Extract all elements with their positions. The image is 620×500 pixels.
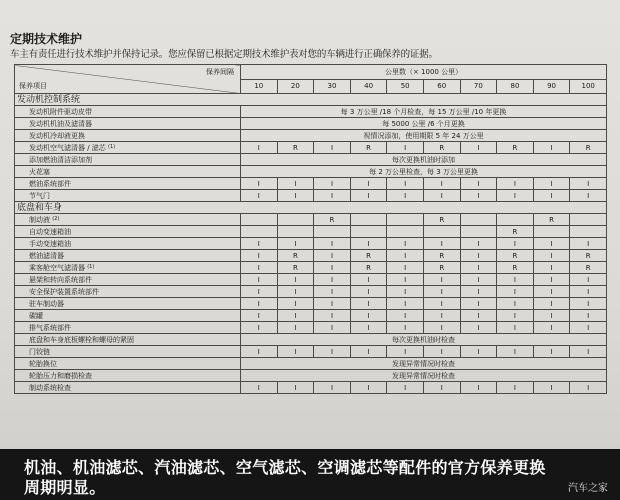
schedule-mark (570, 214, 607, 226)
item-name-cell (15, 106, 241, 118)
schedule-mark: I (497, 178, 534, 190)
schedule-mark (277, 226, 314, 238)
schedule-mark: R (423, 142, 460, 154)
interval-note: 每次更换机油时添加 (241, 154, 607, 166)
schedule-mark: I (314, 382, 351, 394)
item-label: 保养项目 (19, 82, 47, 90)
schedule-mark: R (497, 142, 534, 154)
schedule-mark: I (350, 346, 387, 358)
item-name-cell (15, 130, 241, 142)
item-name: 轮胎压力和磨损检查 (29, 371, 92, 380)
schedule-mark: I (497, 310, 534, 322)
schedule-mark: R (570, 250, 607, 262)
km-header-80: 80 (497, 79, 534, 94)
schedule-mark: I (277, 238, 314, 250)
item-name-cell (15, 322, 241, 334)
schedule-mark: I (241, 190, 278, 202)
item-name: 节气门 (29, 191, 50, 200)
schedule-mark: I (314, 250, 351, 262)
table-row (15, 190, 607, 202)
table-row (15, 286, 607, 298)
schedule-mark: I (387, 274, 424, 286)
schedule-mark (241, 226, 278, 238)
item-name-cell (15, 286, 241, 298)
item-name-cell (15, 358, 241, 370)
schedule-mark: I (241, 298, 278, 310)
schedule-mark: R (497, 262, 534, 274)
schedule-mark: I (423, 178, 460, 190)
schedule-mark (314, 226, 351, 238)
schedule-mark: I (277, 346, 314, 358)
schedule-mark: I (314, 142, 351, 154)
item-name: 门铰链 (29, 347, 50, 356)
km-header-70: 70 (460, 79, 497, 94)
schedule-mark (570, 226, 607, 238)
table-row (15, 298, 607, 310)
schedule-mark: I (241, 250, 278, 262)
schedule-mark: I (533, 298, 570, 310)
schedule-mark: I (277, 190, 314, 202)
schedule-mark: I (277, 178, 314, 190)
schedule-mark: I (314, 190, 351, 202)
schedule-mark: I (423, 310, 460, 322)
schedule-mark: I (314, 298, 351, 310)
item-name-cell (15, 166, 241, 178)
schedule-mark (460, 226, 497, 238)
caption-bar (0, 449, 620, 500)
schedule-mark: I (423, 322, 460, 334)
caption-line-1: 机油、机油滤芯、汽油滤芯、空气滤芯、空调滤芯等配件的官方保养更换 (24, 458, 546, 477)
schedule-mark: I (387, 322, 424, 334)
schedule-mark: I (460, 274, 497, 286)
schedule-mark: I (570, 190, 607, 202)
schedule-mark: I (350, 298, 387, 310)
schedule-mark: I (423, 346, 460, 358)
table-row (15, 370, 607, 382)
schedule-mark: I (387, 238, 424, 250)
schedule-mark: I (533, 250, 570, 262)
schedule-mark: I (460, 262, 497, 274)
item-name: 轮胎换位 (29, 359, 57, 368)
table-row (15, 178, 607, 190)
table-row (15, 142, 607, 154)
schedule-mark: I (350, 322, 387, 334)
schedule-mark: I (241, 238, 278, 250)
item-name-cell (15, 262, 241, 274)
schedule-mark: I (423, 382, 460, 394)
item-name: 添加燃油清洁添加剂 (29, 155, 92, 164)
schedule-mark: I (277, 274, 314, 286)
item-name-cell (15, 118, 241, 130)
item-name-cell (15, 370, 241, 382)
schedule-mark: R (350, 250, 387, 262)
page-title: 定期技术维护 (10, 32, 83, 46)
item-name-cell (15, 298, 241, 310)
schedule-mark: I (533, 346, 570, 358)
schedule-mark: I (533, 190, 570, 202)
header-diagonal-cell (15, 65, 241, 94)
item-name: 燃油系统部件 (29, 179, 71, 188)
table-row (15, 274, 607, 286)
schedule-mark: I (570, 322, 607, 334)
schedule-mark: I (460, 190, 497, 202)
table-row (15, 118, 607, 130)
schedule-mark: I (277, 382, 314, 394)
schedule-mark: I (277, 286, 314, 298)
schedule-mark (497, 214, 534, 226)
schedule-mark: I (460, 346, 497, 358)
schedule-mark (387, 226, 424, 238)
schedule-mark (350, 226, 387, 238)
interval-note: 视情况添加，使用期限 5 年 24 万公里 (241, 130, 607, 142)
item-name-cell (15, 310, 241, 322)
interval-note: 每 3 万公里 /18 个月检查，每 15 万公里 /10 年更换 (241, 106, 607, 118)
item-name-cell (15, 274, 241, 286)
schedule-mark: I (497, 382, 534, 394)
km-header-100: 100 (570, 79, 607, 94)
schedule-mark: I (497, 286, 534, 298)
schedule-mark (241, 214, 278, 226)
schedule-mark: I (350, 286, 387, 298)
schedule-mark: I (387, 190, 424, 202)
schedule-mark: I (533, 286, 570, 298)
schedule-mark: I (460, 238, 497, 250)
schedule-mark (533, 226, 570, 238)
schedule-mark: I (497, 190, 534, 202)
item-name-cell (15, 250, 241, 262)
schedule-mark: I (241, 178, 278, 190)
schedule-mark: I (533, 262, 570, 274)
maintenance-schedule-table (14, 64, 607, 394)
schedule-mark: I (314, 286, 351, 298)
schedule-mark: I (460, 298, 497, 310)
schedule-mark (460, 214, 497, 226)
interval-note: 每 5000 公里 /6 个月更换 (241, 118, 607, 130)
item-name-cell (15, 214, 241, 226)
table-row (15, 106, 607, 118)
schedule-mark: I (460, 142, 497, 154)
item-name: 乘客舱空气滤清器 (29, 263, 85, 272)
schedule-mark: I (387, 310, 424, 322)
item-name: 制动液 (29, 215, 50, 224)
schedule-mark: I (570, 346, 607, 358)
schedule-mark: R (423, 262, 460, 274)
interval-note: 每 2 万公里检查，每 3 万公里更换 (241, 166, 607, 178)
schedule-mark: I (570, 382, 607, 394)
schedule-mark: R (277, 250, 314, 262)
table-row (15, 130, 607, 142)
item-name-cell (15, 238, 241, 250)
schedule-mark: I (570, 274, 607, 286)
item-name-cell (15, 142, 241, 154)
schedule-mark: I (387, 178, 424, 190)
table-row (15, 262, 607, 274)
schedule-mark: I (277, 298, 314, 310)
schedule-mark: I (241, 142, 278, 154)
schedule-mark: I (314, 238, 351, 250)
schedule-mark: I (570, 286, 607, 298)
table-row (15, 334, 607, 346)
schedule-mark: R (350, 262, 387, 274)
item-name-cell (15, 154, 241, 166)
section-title: 发动机控制系统 (15, 94, 607, 106)
schedule-mark: I (241, 382, 278, 394)
table-row (15, 154, 607, 166)
schedule-mark: I (423, 286, 460, 298)
schedule-mark: I (533, 322, 570, 334)
schedule-mark: I (497, 274, 534, 286)
schedule-mark: I (570, 238, 607, 250)
schedule-mark: I (241, 310, 278, 322)
schedule-mark: I (497, 238, 534, 250)
footnote-ref: (2) (52, 215, 60, 222)
schedule-mark: I (350, 178, 387, 190)
schedule-mark: I (533, 274, 570, 286)
interval-label: 保养间隔 (206, 68, 234, 76)
km-header-50: 50 (387, 79, 424, 94)
schedule-mark: I (350, 238, 387, 250)
item-name-cell (15, 346, 241, 358)
table-row (15, 226, 607, 238)
schedule-mark: I (387, 346, 424, 358)
schedule-mark: I (460, 310, 497, 322)
schedule-mark: I (460, 286, 497, 298)
item-name: 发动机冷却液更换 (29, 131, 85, 140)
schedule-mark: I (387, 286, 424, 298)
interval-note: 每次更换机油时检查 (241, 334, 607, 346)
schedule-mark: I (570, 178, 607, 190)
schedule-mark: I (570, 298, 607, 310)
schedule-mark: I (533, 142, 570, 154)
schedule-mark: R (497, 250, 534, 262)
schedule-mark: R (570, 262, 607, 274)
item-name: 火花塞 (29, 167, 50, 176)
item-name: 燃油滤清器 (29, 251, 64, 260)
table-row (15, 250, 607, 262)
footnote-ref: (1) (108, 143, 116, 150)
item-name-cell (15, 334, 241, 346)
table-row (15, 346, 607, 358)
schedule-mark: I (387, 298, 424, 310)
table-row (15, 382, 607, 394)
schedule-mark: I (533, 178, 570, 190)
unit-header: 公里数（× 1000 公里） (241, 65, 607, 80)
item-name: 自动变速箱油 (29, 227, 71, 236)
schedule-mark: I (314, 346, 351, 358)
km-header-90: 90 (533, 79, 570, 94)
schedule-mark: I (277, 310, 314, 322)
schedule-mark: I (314, 274, 351, 286)
schedule-mark: I (533, 310, 570, 322)
table-row (15, 214, 607, 226)
schedule-mark: R (423, 214, 460, 226)
item-name-cell (15, 178, 241, 190)
schedule-mark: R (314, 214, 351, 226)
schedule-mark: R (570, 142, 607, 154)
schedule-mark: I (350, 190, 387, 202)
schedule-mark: I (387, 262, 424, 274)
section-row (15, 94, 607, 106)
schedule-mark: I (241, 262, 278, 274)
schedule-mark: R (533, 214, 570, 226)
item-name: 安全保护装置系统部件 (29, 287, 99, 296)
schedule-mark: R (277, 142, 314, 154)
footnote-ref: (1) (87, 263, 95, 270)
item-name: 制动系统检查 (29, 383, 71, 392)
schedule-mark: I (350, 274, 387, 286)
schedule-mark: I (533, 382, 570, 394)
schedule-mark: R (497, 226, 534, 238)
schedule-body (15, 94, 607, 394)
schedule-mark (277, 214, 314, 226)
caption-line-2: 周期明显。 (24, 478, 106, 497)
page-description: 车主有责任进行技术维护并保持记录。您应保留已根据定期技术维护表对您的车辆进行正确保养的证据。 (10, 49, 438, 60)
item-name: 排气系统部件 (29, 323, 71, 332)
section-title: 底盘和车身 (15, 202, 607, 214)
item-name-cell (15, 190, 241, 202)
km-header-40: 40 (350, 79, 387, 94)
schedule-mark: I (497, 346, 534, 358)
schedule-mark (387, 214, 424, 226)
schedule-mark: I (497, 298, 534, 310)
item-name: 驻车制动器 (29, 299, 64, 308)
schedule-mark: I (423, 298, 460, 310)
item-name-cell (15, 382, 241, 394)
schedule-mark: I (460, 382, 497, 394)
table-row (15, 166, 607, 178)
schedule-mark: I (350, 310, 387, 322)
km-header-30: 30 (314, 79, 351, 94)
schedule-mark: I (423, 190, 460, 202)
schedule-mark: I (241, 322, 278, 334)
km-header-20: 20 (277, 79, 314, 94)
table-row (15, 310, 607, 322)
schedule-mark: I (350, 382, 387, 394)
schedule-mark: I (423, 238, 460, 250)
table-row (15, 358, 607, 370)
item-name: 发动机附件驱动皮带 (29, 107, 92, 116)
item-name: 底盘和车身底板螺栓和螺母的紧固 (29, 335, 134, 344)
item-name: 碳罐 (29, 311, 43, 320)
item-name-cell (15, 226, 241, 238)
schedule-mark: I (241, 274, 278, 286)
schedule-mark: I (387, 382, 424, 394)
schedule-mark: I (314, 310, 351, 322)
schedule-mark: I (570, 310, 607, 322)
schedule-mark: I (533, 238, 570, 250)
schedule-mark: I (241, 286, 278, 298)
watermark: 汽车之家 (568, 483, 608, 494)
schedule-mark: I (241, 346, 278, 358)
schedule-mark: R (423, 250, 460, 262)
item-name: 发动机机油及滤清器 (29, 119, 92, 128)
schedule-mark: I (497, 322, 534, 334)
schedule-mark: I (460, 178, 497, 190)
section-row (15, 202, 607, 214)
km-header-10: 10 (241, 79, 278, 94)
item-name: 手动变速箱油 (29, 239, 71, 248)
item-name: 悬架和转向系统部件 (29, 275, 92, 284)
km-header-60: 60 (423, 79, 460, 94)
schedule-mark: I (460, 250, 497, 262)
schedule-mark: I (423, 274, 460, 286)
schedule-mark: I (314, 262, 351, 274)
table-row (15, 238, 607, 250)
schedule-mark (350, 214, 387, 226)
schedule-mark: I (277, 322, 314, 334)
schedule-mark: I (387, 142, 424, 154)
schedule-mark: I (387, 250, 424, 262)
schedule-mark: R (277, 262, 314, 274)
item-name: 发动机空气滤清器 / 滤芯 (29, 143, 106, 152)
schedule-mark: R (350, 142, 387, 154)
schedule-mark (423, 226, 460, 238)
schedule-mark: I (314, 322, 351, 334)
schedule-mark: I (460, 322, 497, 334)
interval-note: 发现异常情况时检查 (241, 358, 607, 370)
table-row (15, 322, 607, 334)
schedule-mark: I (314, 178, 351, 190)
interval-note: 发现异常情况时检查 (241, 370, 607, 382)
